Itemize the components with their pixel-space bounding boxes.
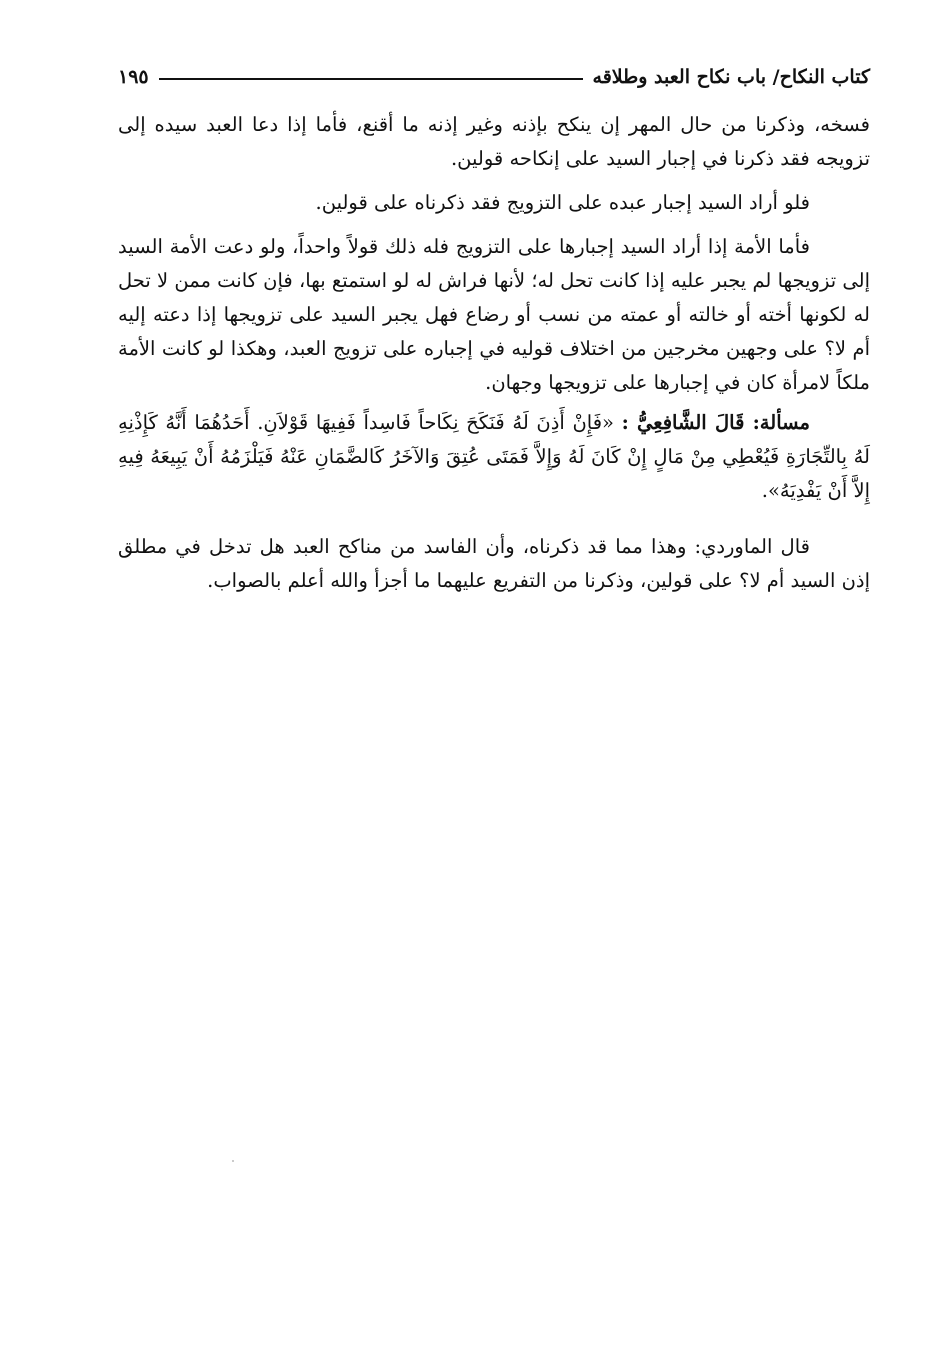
running-header (118, 62, 870, 92)
scan-speck (232, 1160, 234, 1162)
paragraph-4 (118, 406, 870, 508)
paragraph-3: فأما الأمة إذا أراد السيد إجبارها على التزويج فله ذلك قولاً واحداً، ولو دعت الأمة السيد إلى تزويجها لم يجبر عليه إذا كانت تحل له؛ لأنها فراش له لو استمتع بها، فإن كانت ممن لا تحل له لكونها أخته أو خالته أو عمته من نسب أو رضاع فهل يجبر السيد على تزويجها إذا دعته إليه أم لا؟ على وجهين مخرجين من اختلاف قوليه في إجباره على تزويج العبد، وهكذا لو كانت الأمة ملكاً لامرأة كان في إجبارها على تزويجها وجهان. (118, 235, 870, 394)
masala-label: مسألة: قَالَ الشَّافِعِيُّ : (621, 411, 810, 434)
chapter-title: كتاب النكاح/ باب نكاح العبد وطلاقه (592, 66, 870, 88)
body-text (118, 108, 870, 598)
paragraph-2: فلو أراد السيد إجبار عبده على التزويج فقد ذكرناه على قولين. (315, 191, 810, 214)
page-number: ١٩٥ (118, 66, 149, 88)
shafii-quote: «فَإِنْ أَذِنَ لَهُ فَنَكَحَ نِكَاحاً فَاسِداً فَفِيهَا قَوْلاَنِ. أَحَدُهُمَا أَنَّهُ كَإِذْنِهِ لَهُ بِالتِّجَارَةِ فَيُعْطِي مِنْ مَالٍ إِنْ كَانَ لَهُ وَإِلاَّ فَمَتَى عُتِقَ وَالآخَرُ كَالضَّمَانِ عَنْهُ فَيَلْزَمُهُ أَنْ يَبِيعَهُ فِيهِ إِلاَّ أَنْ يَفْدِيَهُ». (118, 411, 870, 502)
header-rule (159, 78, 583, 80)
paragraph-5: قال الماوردي: وهذا مما قد ذكرناه، وأن الفاسد من مناكح العبد هل تدخل في مطلق إذن السيد أم لا؟ على قولين، وذكرنا من التفريع عليهما ما أجزأ والله أعلم بالصواب. (118, 535, 870, 592)
paragraph-1: فسخه، وذكرنا من حال المهر إن ينكح بإذنه وغير إذنه ما أقنع، فأما إذا دعا العبد سيده إلى تزويجه فقد ذكرنا في إجبار السيد على إنكاحه قولين. (118, 113, 870, 170)
